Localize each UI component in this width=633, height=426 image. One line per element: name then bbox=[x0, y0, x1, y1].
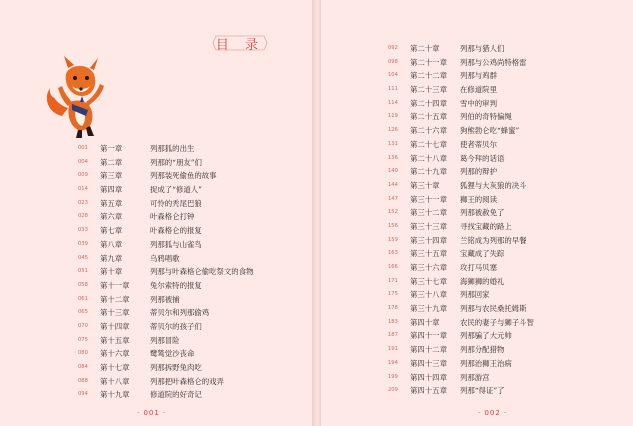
toc-chapter-number: 第三十三章 bbox=[410, 221, 447, 231]
toc-page-number: 131 bbox=[388, 140, 398, 147]
toc-page-number: 191 bbox=[388, 346, 398, 353]
toc-chapter-number: 第三章 bbox=[100, 171, 123, 181]
toc-entry[interactable] bbox=[78, 361, 253, 375]
toc-chapter-number: 第二十七章 bbox=[410, 139, 447, 149]
toc-entry[interactable] bbox=[388, 261, 534, 275]
toc-page-number: 009 bbox=[78, 172, 88, 179]
toc-chapter-title: 列那的辩护 bbox=[460, 167, 497, 177]
toc-chapter-title: 蒂贝尔和列那偷鸡 bbox=[150, 308, 210, 318]
toc-chapter-number: 第四十四章 bbox=[410, 372, 447, 382]
toc-chapter-title: 列那“得证”了 bbox=[460, 386, 505, 396]
toc-entry[interactable] bbox=[78, 334, 253, 348]
toc-entry[interactable] bbox=[388, 179, 534, 193]
toc-entry[interactable] bbox=[388, 220, 534, 234]
toc-chapter-number: 第十二章 bbox=[100, 294, 130, 304]
toc-chapter-number: 第二十九章 bbox=[410, 167, 447, 177]
fox-illustration-icon bbox=[42, 56, 114, 140]
toc-chapter-title: 在修道院里 bbox=[460, 85, 497, 95]
toc-list-right bbox=[388, 42, 534, 398]
toc-page-number: 088 bbox=[78, 377, 88, 384]
toc-page-number: 126 bbox=[388, 127, 398, 134]
toc-chapter-number: 第二十六章 bbox=[410, 126, 447, 136]
toc-chapter-number: 第十一章 bbox=[100, 280, 130, 290]
toc-chapter-title: 蒂贝尔的孩子们 bbox=[150, 321, 202, 331]
toc-entry[interactable] bbox=[78, 183, 253, 197]
toc-entry[interactable] bbox=[78, 320, 253, 334]
toc-chapter-number: 第二十二章 bbox=[410, 71, 447, 81]
toc-entry[interactable] bbox=[78, 252, 253, 266]
toc-chapter-title: 葛今拜的话语 bbox=[460, 153, 505, 163]
toc-page-number: 094 bbox=[78, 391, 88, 398]
toc-entry[interactable] bbox=[78, 347, 253, 361]
toc-chapter-title: 列那冒险 bbox=[150, 335, 180, 345]
toc-chapter-title: 列那狐与山雀鸟 bbox=[150, 239, 202, 249]
toc-chapter-title: 列那装死偷鱼的故事 bbox=[150, 171, 217, 181]
toc-page-number: 159 bbox=[388, 236, 398, 243]
toc-page-number: 163 bbox=[388, 250, 398, 257]
toc-chapter-title: 列伯的奇特偏绳 bbox=[460, 112, 512, 122]
toc-chapter-number: 第十八章 bbox=[100, 376, 130, 386]
toc-chapter-title: 狮王的阅读 bbox=[460, 194, 497, 204]
toc-entry[interactable] bbox=[388, 193, 534, 207]
toc-chapter-title: 兔尔索特的报复 bbox=[150, 280, 202, 290]
toc-entry[interactable] bbox=[388, 288, 534, 302]
toc-entry[interactable] bbox=[388, 206, 534, 220]
toc-chapter-title: 叶森格仑的报复 bbox=[150, 226, 202, 236]
toc-chapter-number: 第十九章 bbox=[100, 390, 130, 400]
toc-entry[interactable] bbox=[388, 165, 534, 179]
page-folio-right: · 002 · bbox=[478, 409, 508, 417]
toc-chapter-number: 第三十章 bbox=[410, 180, 440, 190]
toc-page-number: 104 bbox=[388, 72, 398, 79]
toc-entry[interactable] bbox=[388, 357, 534, 371]
toc-page-number: 144 bbox=[388, 181, 398, 188]
toc-chapter-title: 列那的“朋友”们 bbox=[150, 157, 202, 167]
toc-chapter-number: 第十章 bbox=[100, 267, 123, 277]
toc-chapter-number: 第三十六章 bbox=[410, 263, 447, 272]
toc-entry[interactable] bbox=[78, 306, 253, 320]
toc-entry[interactable] bbox=[388, 329, 534, 343]
toc-entry[interactable] bbox=[388, 316, 534, 330]
right-page bbox=[321, 0, 633, 426]
toc-chapter-number: 第十五章 bbox=[100, 335, 130, 345]
toc-chapter-title: 列那狐的出生 bbox=[150, 144, 195, 153]
toc-chapter-title: 海狮狮的婚礼 bbox=[460, 276, 505, 286]
toc-chapter-title: 鹭鸶觉沙丧命 bbox=[150, 349, 195, 359]
toc-chapter-number: 第十七章 bbox=[100, 363, 130, 372]
toc-entry[interactable] bbox=[388, 138, 534, 152]
toc-entry[interactable] bbox=[78, 238, 253, 252]
toc-page-number: 061 bbox=[78, 295, 88, 302]
toc-chapter-title: 可怜的秃尾巴狼 bbox=[150, 198, 202, 208]
toc-page-number: 065 bbox=[78, 309, 88, 316]
toc-list-left bbox=[78, 142, 253, 402]
toc-chapter-number: 第七章 bbox=[100, 226, 123, 236]
left-page bbox=[0, 0, 312, 426]
toc-page-number: 175 bbox=[388, 291, 398, 298]
toc-entry[interactable] bbox=[78, 388, 253, 402]
toc-chapter-number: 第八章 bbox=[100, 239, 123, 249]
toc-chapter-number: 第二十四章 bbox=[410, 98, 447, 108]
toc-entry[interactable] bbox=[78, 156, 253, 170]
toc-chapter-title: 列那与公鸡尚特格雷 bbox=[460, 57, 527, 67]
toc-entry[interactable] bbox=[388, 275, 534, 289]
toc-entry[interactable] bbox=[388, 247, 534, 261]
toc-page-number: 039 bbox=[78, 240, 88, 247]
toc-chapter-number: 第四十三章 bbox=[410, 358, 447, 368]
toc-title bbox=[210, 33, 270, 53]
toc-chapter-title: 列那被赦免了 bbox=[460, 208, 505, 218]
toc-entry[interactable] bbox=[388, 83, 534, 97]
toc-page-number: 136 bbox=[388, 154, 398, 161]
toc-chapter-number: 第三十九章 bbox=[410, 304, 447, 314]
toc-page-number: 183 bbox=[388, 318, 398, 325]
toc-page-number: 001 bbox=[78, 145, 88, 151]
toc-title-text: 目 录 bbox=[215, 37, 265, 53]
toc-entry[interactable] bbox=[78, 169, 253, 183]
toc-page-number: 098 bbox=[388, 58, 398, 65]
toc-chapter-number: 第十六章 bbox=[100, 349, 130, 359]
toc-entry[interactable] bbox=[388, 302, 534, 316]
toc-page-number: 111 bbox=[388, 86, 398, 93]
page-folio-left: · 001 · bbox=[137, 409, 167, 417]
toc-chapter-title: 列那分配猎物 bbox=[460, 345, 505, 355]
toc-chapter-number: 第四十一章 bbox=[410, 331, 447, 341]
toc-chapter-title: 捉成了“修道人” bbox=[150, 185, 202, 195]
toc-entry[interactable] bbox=[388, 69, 534, 83]
toc-chapter-number: 第十四章 bbox=[100, 321, 130, 331]
toc-page-number: 114 bbox=[388, 99, 398, 106]
toc-chapter-title: 列那与叶森格仑偷吃祭文的食物 bbox=[150, 267, 254, 277]
toc-chapter-title: 列那把叶森格仑的戏弄 bbox=[150, 376, 224, 386]
toc-chapter-number: 第十三章 bbox=[100, 308, 130, 318]
toc-chapter-number: 第二十五章 bbox=[410, 112, 447, 122]
toc-page-number: 166 bbox=[388, 264, 398, 270]
toc-chapter-number: 第五章 bbox=[100, 198, 123, 208]
toc-page-number: 045 bbox=[78, 254, 88, 261]
toc-chapter-title: 农民的妻子与狮子斗智 bbox=[460, 317, 534, 327]
toc-page-number: 004 bbox=[78, 158, 88, 165]
toc-page-number: 194 bbox=[388, 359, 398, 366]
toc-chapter-title: 列那与鸡群 bbox=[460, 71, 497, 81]
toc-entry[interactable] bbox=[78, 197, 253, 211]
toc-page-number: 028 bbox=[78, 213, 88, 220]
toc-page-number: 187 bbox=[388, 332, 398, 339]
toc-page-number: 147 bbox=[388, 195, 398, 202]
toc-page-number: 014 bbox=[78, 186, 88, 193]
toc-entry[interactable] bbox=[388, 124, 534, 138]
toc-chapter-title: 列那拆野兔肉吃 bbox=[150, 363, 202, 372]
toc-chapter-title: 使者蒂贝尔 bbox=[460, 139, 497, 149]
toc-entry[interactable] bbox=[388, 343, 534, 357]
toc-page-number: 070 bbox=[78, 322, 88, 329]
toc-page-number: 156 bbox=[388, 222, 398, 229]
toc-chapter-number: 第三十二章 bbox=[410, 208, 447, 218]
toc-entry[interactable] bbox=[78, 279, 253, 293]
toc-entry[interactable] bbox=[388, 371, 534, 385]
toc-entry[interactable] bbox=[388, 42, 534, 56]
toc-page-number: 051 bbox=[78, 268, 88, 275]
toc-chapter-number: 第二十三章 bbox=[410, 85, 447, 95]
toc-chapter-number: 第九章 bbox=[100, 253, 123, 263]
toc-chapter-number: 第四十章 bbox=[410, 317, 440, 327]
toc-chapter-number: 第三十八章 bbox=[410, 290, 447, 300]
toc-entry[interactable] bbox=[388, 110, 534, 124]
toc-page-number: 023 bbox=[78, 199, 88, 206]
toc-entry[interactable] bbox=[388, 97, 534, 111]
toc-chapter-number: 第二十章 bbox=[410, 44, 440, 53]
toc-chapter-title: 兰铭成为列那的早餐 bbox=[460, 235, 527, 245]
toc-chapter-title: 列那回家 bbox=[460, 290, 490, 300]
toc-page-number: 084 bbox=[78, 364, 88, 370]
toc-chapter-title: 修道院的好奇记 bbox=[150, 390, 202, 400]
toc-chapter-title: 列那游宫 bbox=[460, 372, 490, 382]
toc-chapter-number: 第四章 bbox=[100, 185, 123, 195]
toc-chapter-title: 雪中的审判 bbox=[460, 98, 497, 108]
toc-chapter-number: 第三十七章 bbox=[410, 276, 447, 286]
toc-page-number: 171 bbox=[388, 277, 398, 284]
toc-chapter-number: 第六章 bbox=[100, 212, 123, 222]
toc-page-number: 058 bbox=[78, 281, 88, 288]
toc-page-number: 033 bbox=[78, 227, 88, 234]
toc-chapter-number: 第二十一章 bbox=[410, 57, 447, 67]
toc-entry[interactable] bbox=[78, 224, 253, 238]
toc-chapter-title: 列那与猎人们 bbox=[460, 44, 505, 53]
toc-entry[interactable] bbox=[388, 384, 534, 398]
toc-entry[interactable] bbox=[78, 375, 253, 389]
toc-page-number: 075 bbox=[78, 336, 88, 343]
toc-entry[interactable] bbox=[78, 142, 253, 156]
toc-page-number: 092 bbox=[388, 45, 398, 51]
toc-page-number: 209 bbox=[388, 387, 398, 394]
toc-chapter-number: 第二章 bbox=[100, 157, 123, 167]
toc-chapter-title: 攻打马贝塞 bbox=[460, 263, 497, 272]
toc-page-number: 152 bbox=[388, 209, 398, 216]
toc-chapter-title: 狐狸与大灰狼的决斗 bbox=[460, 180, 527, 190]
toc-entry[interactable] bbox=[388, 234, 534, 248]
toc-chapter-title: 乌鸦唱歌 bbox=[150, 253, 180, 263]
toc-page-number: 140 bbox=[388, 168, 398, 175]
toc-entry[interactable] bbox=[78, 293, 253, 307]
toc-chapter-title: 寻找宝藏的路上 bbox=[460, 221, 512, 231]
toc-entry[interactable] bbox=[78, 265, 253, 279]
toc-chapter-number: 第二十八章 bbox=[410, 153, 447, 163]
toc-entry[interactable] bbox=[388, 56, 534, 70]
toc-chapter-number: 第四十二章 bbox=[410, 345, 447, 355]
toc-page-number: 178 bbox=[388, 305, 398, 312]
toc-entry[interactable] bbox=[388, 152, 534, 166]
toc-chapter-number: 第四十五章 bbox=[410, 386, 447, 396]
book-spine bbox=[312, 0, 321, 426]
toc-chapter-title: 列那骗了大元帅 bbox=[460, 331, 512, 341]
toc-page-number: 199 bbox=[388, 373, 398, 380]
toc-chapter-number: 第一章 bbox=[100, 144, 123, 153]
toc-chapter-title: 列那治狮王治病 bbox=[460, 358, 512, 368]
toc-chapter-number: 第三十一章 bbox=[410, 194, 447, 204]
toc-chapter-number: 第三十四章 bbox=[410, 235, 447, 245]
toc-chapter-title: 宝藏成了失踪 bbox=[460, 249, 505, 259]
toc-chapter-title: 叶森格仑打钟 bbox=[150, 212, 195, 222]
toc-entry[interactable] bbox=[78, 210, 253, 224]
toc-page-number: 119 bbox=[388, 113, 398, 120]
toc-chapter-title: 狗熊勃仑吃“蜂蜜” bbox=[460, 126, 520, 136]
toc-chapter-title: 列那被捕 bbox=[150, 294, 180, 304]
toc-chapter-number: 第三十五章 bbox=[410, 249, 447, 259]
toc-page-number: 080 bbox=[78, 350, 88, 357]
toc-chapter-title: 列那与农民桑托姆斯 bbox=[460, 304, 527, 314]
